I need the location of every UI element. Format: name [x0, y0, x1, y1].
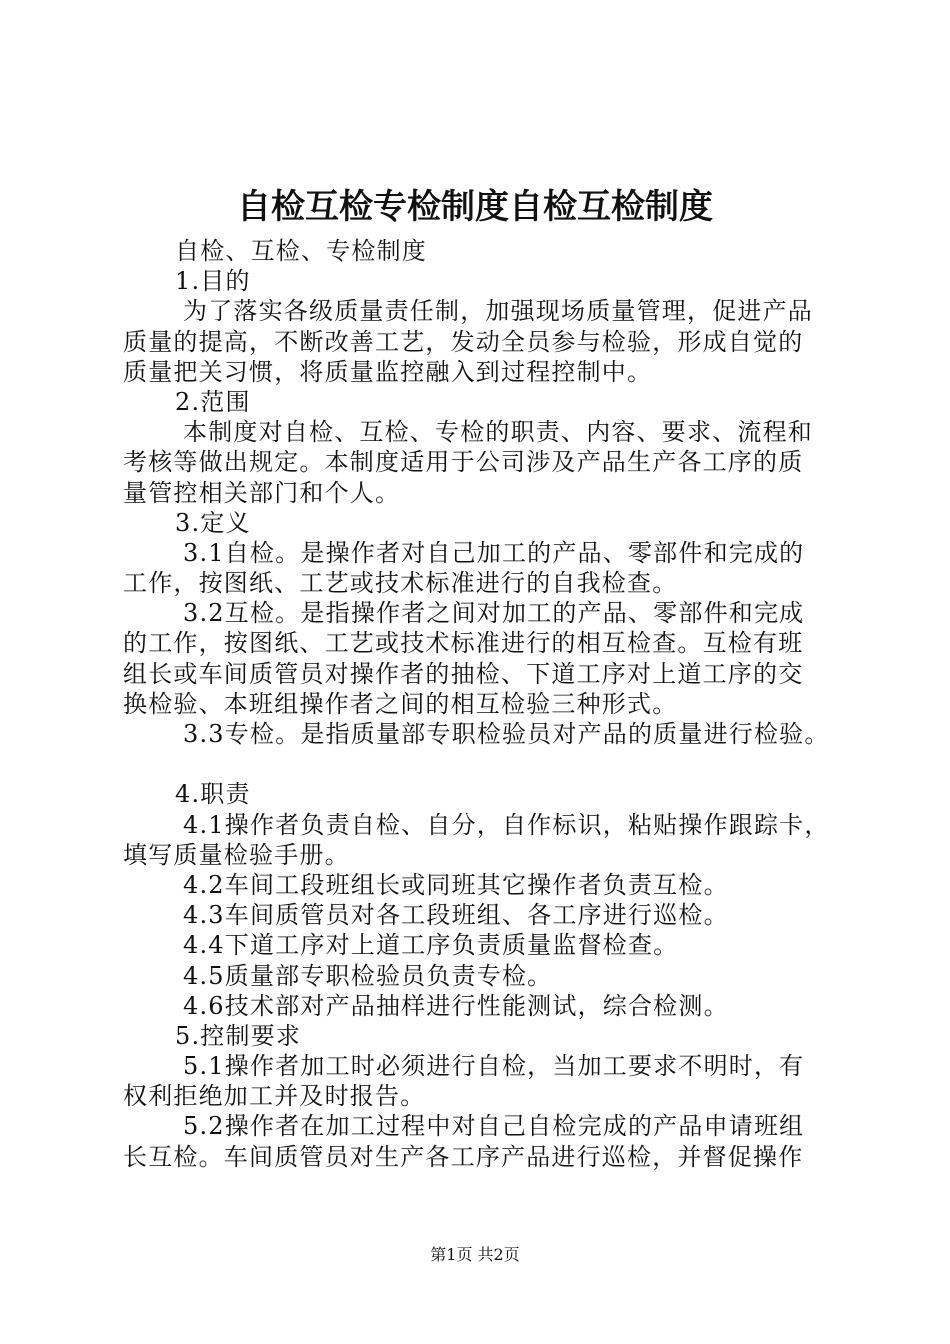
paragraph-line: 量管控相关部门和个人。	[123, 478, 401, 507]
paragraph-line: 3.3专检。是指质量部专职检验员对产品的质量进行检验。	[183, 720, 830, 748]
paragraph-line: 考核等做出规定。本制度适用于公司涉及产品生产各工序的质	[123, 448, 804, 477]
paragraph-line: 的工作，按图纸、工艺或技术标准进行的相互检查。互检有班	[123, 629, 804, 658]
paragraph-line: 4.6技术部对产品抽样进行性能测试，综合检测。	[183, 991, 729, 1020]
document-body	[123, 236, 843, 1172]
paragraph-line: 长互检。车间质管员对生产各工序产品进行巡检，并督促操作	[123, 1142, 804, 1171]
document-title: 自检互检专检制度自检互检制度	[237, 187, 713, 227]
page-number-footer: 第1页 共2页	[430, 1245, 520, 1264]
paragraph-line: 工作，按图纸、工艺或技术标准进行的自我检查。	[123, 569, 678, 598]
paragraph-line: 质量的提高，不断改善工艺，发动全员参与检验，形成自觉的	[123, 327, 804, 356]
paragraph-line: 5.1操作者加工时必须进行自检，当加工要求不明时，有	[183, 1052, 805, 1081]
section-heading-main: 自检、互检、专检制度	[175, 237, 427, 265]
paragraph-line: 组长或车间质管员对操作者的抽检、下道工序对上道工序的交	[123, 659, 804, 688]
paragraph-line: 质量把关习惯，将质量监控融入到过程控制中。	[123, 357, 653, 386]
paragraph-line: 4.4下道工序对上道工序负责质量监督检查。	[183, 931, 679, 960]
paragraph-line: 权利拒绝加工并及时报告。	[123, 1082, 426, 1111]
heading-responsibility: 4.职责	[175, 780, 251, 809]
paragraph-line: 4.5质量部专职检验员负责专检。	[183, 961, 553, 990]
paragraph-line: 换检验、本班组操作者之间的相互检验三种形式。	[123, 689, 678, 718]
paragraph-line: 4.2车间工段班组长或同班其它操作者负责互检。	[183, 870, 729, 899]
heading-scope: 2.范围	[175, 387, 251, 416]
blank-line	[123, 749, 843, 779]
paragraph-line: 本制度对自检、互检、专检的职责、内容、要求、流程和	[183, 418, 813, 447]
heading-definition: 3.定义	[175, 508, 251, 537]
paragraph-line: 填写质量检验手册。	[123, 840, 350, 869]
heading-control: 5.控制要求	[175, 1021, 302, 1050]
heading-purpose: 1.目的	[175, 267, 251, 296]
paragraph-line: 4.1操作者负责自检、自分，自作标识，粘贴操作跟踪卡，	[183, 810, 830, 839]
paragraph-line: 3.2互检。是指操作者之间对加工的产品、零部件和完成	[183, 599, 805, 628]
paragraph-line: 为了落实各级质量责任制，加强现场质量管理，促进产品	[183, 297, 813, 326]
paragraph-line: 5.2操作者在加工过程中对自己自检完成的产品申请班组	[183, 1112, 805, 1141]
paragraph-line: 3.1自检。是操作者对自己加工的产品、零部件和完成的	[183, 538, 805, 567]
paragraph-line: 4.3车间质管员对各工段班组、各工序进行巡检。	[183, 901, 729, 930]
